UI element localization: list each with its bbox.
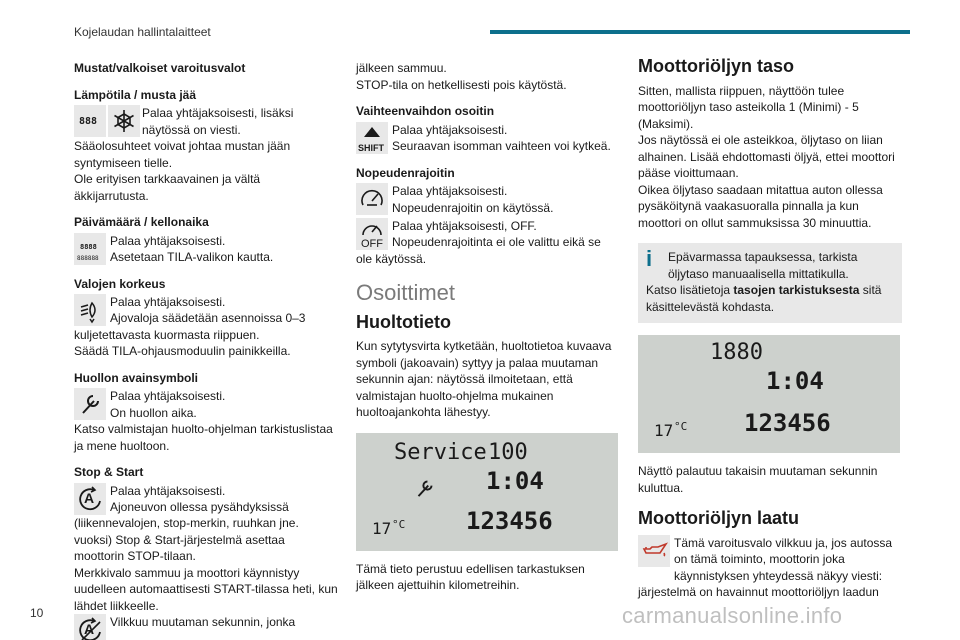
date-row — [74, 233, 338, 266]
column-middle — [356, 60, 620, 594]
stopstart-off-icon-letter: A — [84, 621, 95, 637]
stopstart-blink-row — [74, 614, 338, 640]
limiter-on-line-1: Palaa yhtäjaksoisesti. — [392, 184, 508, 198]
oil-level-text-3: Oikea öljytaso saadaan mitattua auton ollessa pysäköitynä vaakasuoralla pinnalla ja kun moottori on ollut sammuksissa 30 minuuttia. — [638, 182, 883, 230]
oil-info-head — [646, 246, 894, 282]
lcd-oil-odometer: 123456 — [744, 409, 831, 437]
temperature-display-glyph: 888 — [79, 116, 98, 127]
continued-line-2: STOP-tila on hetkellisesti pois käytöstä. — [356, 77, 567, 92]
date-title: Päivämäärä / kellonaika — [74, 215, 209, 229]
headlamp-line-2: Ajovaloja säädetään asennoissa 0–3 kuljetettavasta kuormasta riippuen. — [74, 311, 306, 342]
ice-title: Lämpötila / musta jää — [74, 87, 197, 102]
speed-limiter-off-icon — [356, 218, 388, 250]
column-right — [638, 58, 902, 601]
ice-icons — [74, 105, 142, 137]
lcd-service-label: Service — [394, 439, 487, 465]
gear-title: Vaihteenvaihdon osoitin — [356, 104, 495, 118]
service-key-row — [74, 388, 338, 421]
oil-level-heading: Moottoriöljyn taso — [638, 56, 794, 76]
date-line-2: Asetetaan TILA-valikon kautta. — [110, 250, 274, 264]
oil-quality-heading: Moottoriöljyn laatu — [638, 508, 799, 528]
indicators-heading: Osoittimet — [356, 280, 456, 305]
continued-line-1: jälkeen sammuu. — [356, 61, 447, 75]
snowflake-icon — [108, 105, 140, 137]
gear-row — [356, 122, 620, 155]
column-left — [74, 58, 338, 640]
ice-text-3: Ole erityisen tarkkaavainen ja vältä äkkijarrutusta. — [74, 172, 261, 203]
oil-info-line-1: Epävarmassa tapauksessa, tarkista öljytaso manuaalisella mittatikulla. — [668, 250, 858, 281]
service-info-text: Kun sytytysvirta kytketään, huoltotietoa kuvaava symboli (jakoavain) syttyy ja palaa muutaman sekunnin ajan: näytössä ilmoitetaan, että valmistajan huolto-ohjelma mukainen huoltoajankohta lähestyy. — [356, 339, 612, 419]
oil-quality-line-1: Tämä varoitusvalo vilkkuu ja, jos autossa on tämä toiminto, moottorin joka käynnistyksen yhteydessä näkyy viesti: — [674, 535, 893, 583]
limiter-title: Nopeudenrajoitin — [356, 165, 455, 180]
lcd-oil-temperature-unit: °C — [674, 420, 688, 433]
limiter-on-text — [392, 183, 620, 216]
headlamp-text — [110, 294, 338, 311]
limiter-off-line-2: Nopeudenrajoitinta ei ole valittu eikä se ole käytössä. — [356, 235, 601, 266]
service-info-after: Tämä tieto perustuu edellisen tarkastuksen jälkeen ajettuihin kilometreihin. — [356, 561, 585, 592]
lcd-temperature-unit: °C — [392, 517, 406, 531]
oil-info-box — [638, 243, 902, 323]
page-header-title: Kojelaudan hallintalaitteet — [74, 25, 211, 39]
date-display-icon — [74, 233, 106, 265]
service-lcd-display — [356, 433, 618, 551]
oil-info-bold: tasojen tarkistuksesta — [733, 283, 860, 297]
stopstart-line-1: Palaa yhtäjaksoisesti. — [110, 483, 226, 498]
oil-can-icon — [638, 535, 670, 567]
page-number: 10 — [30, 606, 44, 620]
headlamp-line-3: Säädä TILA-ohjausmoduulin painikkeilla. — [74, 344, 291, 358]
lcd-wrench-icon — [412, 475, 438, 506]
limiter-off-text — [392, 218, 620, 235]
oil-lcd-display — [638, 335, 900, 453]
service-key-line-2: On huollon aika. — [110, 405, 197, 420]
oil-info-pre: Katso lisätietoja — [646, 283, 734, 297]
limiter-on-row — [356, 183, 620, 216]
gear-line-1: Palaa yhtäjaksoisesti. — [392, 122, 508, 137]
headlamp-title: Valojen korkeus — [74, 276, 166, 291]
oil-level-text-2: Jos näytössä ei ole asteikkoa, öljytaso on liian alhainen. Lisää ehdottomasti öljyä, ettei moottori pääse vioittumaan. — [638, 133, 895, 180]
shift-icon-label: SHIFT — [358, 142, 384, 153]
stopstart-icon-letter: A — [84, 489, 95, 506]
lcd-oil-temperature: 17 — [654, 421, 674, 440]
lcd-oil-top: 1880 — [710, 340, 763, 365]
limiter-off-line-1: Palaa yhtäjaksoisesti, OFF. — [392, 219, 537, 233]
gear-line-2: Seuraavan isomman vaihteen voi kytkeä. — [392, 139, 611, 153]
stopstart-title: Stop & Start — [74, 465, 144, 479]
oil-info-line-2 — [646, 282, 894, 315]
stopstart-line-2: Ajoneuvon ollessa pysähdyksissä (liikennevalojen, stop-merkin, ruuhkan jne. vuoksi) Stop & Start-järjestelmä asettaa moottorin STOP-tilaan. — [74, 499, 299, 563]
lcd-oil-clock: 1:04 — [766, 367, 824, 395]
info-icon: i — [646, 246, 653, 271]
date-glyph-bottom: 888888 — [77, 254, 99, 262]
service-key-text — [110, 388, 338, 421]
lcd-temperature: 17 — [372, 518, 392, 538]
limiter-off-label: OFF — [361, 238, 383, 250]
ice-text-1: Palaa yhtäjaksoisesti, lisäksi näytössä on viesti. — [142, 106, 294, 137]
stopstart-icon — [74, 483, 106, 515]
stopstart-text — [110, 483, 338, 500]
date-line-1: Palaa yhtäjaksoisesti. — [110, 233, 226, 248]
watermark: carmanualsonline.info — [622, 603, 843, 628]
headlamp-level-icon — [74, 294, 106, 326]
wrench-icon — [74, 388, 106, 420]
headlamp-line-1: Palaa yhtäjaksoisesti. — [110, 295, 226, 309]
section-title-warning-lights: Mustat/valkoiset varoitusvalot — [74, 61, 246, 75]
service-key-line-3: Katso valmistajan huolto-ohjelman tarkistuslistaa ja mene huoltoon. — [74, 422, 333, 453]
gear-text — [392, 122, 620, 155]
oil-level-text-1: Sitten, mallista riippuen, näyttöön tulee moottoriöljyn taso asteikolla 1 (Minimi) - 5 (Maksimi). — [638, 83, 859, 131]
lcd-odometer: 123456 — [466, 506, 553, 535]
shift-up-icon — [356, 122, 388, 154]
speed-limiter-icon — [356, 183, 388, 215]
service-key-line-1: Palaa yhtäjaksoisesti. — [110, 389, 226, 403]
stopstart-line-4: Vilkkuu muutaman sekunnin, jonka — [110, 615, 296, 629]
ice-text-2: Sääolosuhteet voivat johtaa mustan jään syntymiseen tielle. — [74, 139, 291, 170]
oil-level-after: Näyttö palautuu takaisin muutaman sekunnin kuluttua. — [638, 464, 878, 495]
ice-row — [74, 105, 338, 138]
temperature-display-icon — [74, 105, 106, 137]
service-key-title: Huollon avainsymboli — [74, 370, 199, 385]
stopstart-line-3: Merkkivalo sammuu ja moottori käynnistyy uudelleen automaattisesti START-tilassa heti, kun lähdet liikkeelle. — [74, 565, 338, 613]
oil-quality-row — [638, 535, 902, 585]
lcd-service-km: 100 — [488, 439, 528, 465]
stopstart-off-icon — [74, 614, 106, 640]
oil-quality-line-2: järjestelmä on havainnut moottoriöljyn laadun — [638, 585, 879, 599]
limiter-on-line-2: Nopeudenrajoitin on käytössä. — [392, 200, 554, 215]
header-accent-bar — [490, 30, 910, 34]
lcd-clock: 1:04 — [486, 466, 544, 495]
date-text — [110, 233, 338, 266]
service-info-heading: Huoltotieto — [356, 311, 451, 332]
date-glyph-top: 8888 — [80, 242, 97, 251]
oil-info-post: sitä käsittelevästä kohdasta. — [646, 283, 882, 314]
